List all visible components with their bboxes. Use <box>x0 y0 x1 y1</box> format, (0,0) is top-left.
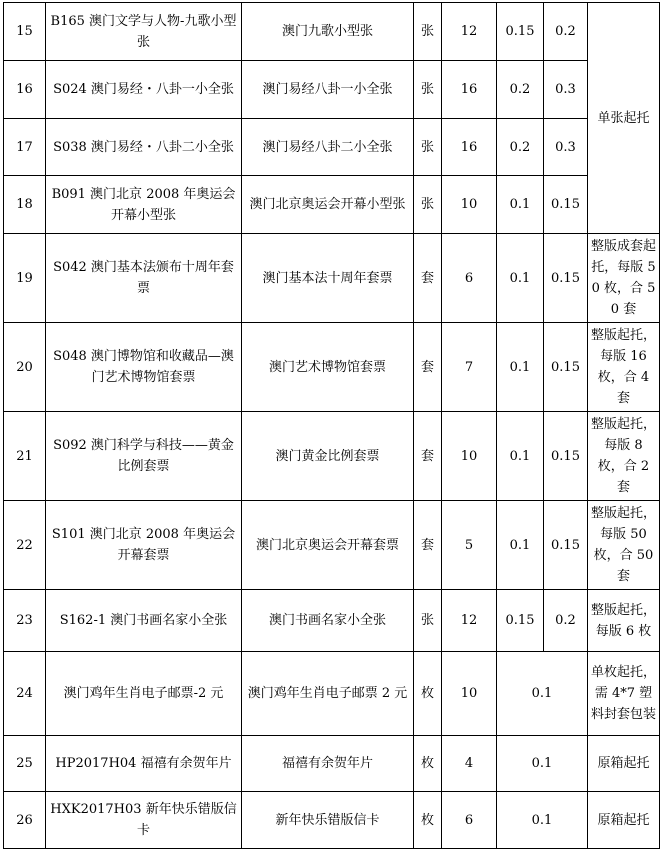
quantity: 10 <box>442 652 497 736</box>
item-full-name: S024 澳门易经・八卦一小全张 <box>46 61 242 119</box>
unit: 张 <box>414 3 442 61</box>
row-number: 16 <box>4 61 46 119</box>
table-row <box>4 3 660 61</box>
price-low: 0.2 <box>497 61 544 119</box>
item-full-name: S162-1 澳门书画名家小全张 <box>46 590 242 652</box>
table-row <box>4 119 660 176</box>
table-row <box>4 792 660 849</box>
price-low: 0.1 <box>497 323 544 412</box>
quantity: 12 <box>442 590 497 652</box>
note: 整版起托，每版 50 枚，合 50 套 <box>588 501 660 590</box>
table-row <box>4 176 660 234</box>
row-number: 22 <box>4 501 46 590</box>
note: 原箱起托 <box>588 736 660 792</box>
item-short-name: 澳门黄金比例套票 <box>242 412 414 501</box>
item-full-name: S101 澳门北京 2008 年奥运会开幕套票 <box>46 501 242 590</box>
price-low: 0.1 <box>497 412 544 501</box>
quantity: 10 <box>442 176 497 234</box>
price-high: 0.2 <box>544 590 588 652</box>
item-short-name: 新年快乐错版信卡 <box>242 792 414 849</box>
item-short-name: 澳门易经八卦二小全张 <box>242 119 414 176</box>
table-row <box>4 412 660 501</box>
unit: 张 <box>414 590 442 652</box>
price-high: 0.15 <box>544 501 588 590</box>
note: 整版成套起托，每版 50 枚，合 50 套 <box>588 234 660 323</box>
item-full-name: B165 澳门文学与人物-九歌小型张 <box>46 3 242 61</box>
table-row <box>4 652 660 736</box>
item-full-name: S038 澳门易经・八卦二小全张 <box>46 119 242 176</box>
unit: 张 <box>414 61 442 119</box>
price-high: 0.15 <box>544 234 588 323</box>
unit: 套 <box>414 412 442 501</box>
price-high: 0.15 <box>544 412 588 501</box>
row-number: 15 <box>4 3 46 61</box>
price: 0.1 <box>497 792 588 849</box>
unit: 套 <box>414 501 442 590</box>
unit: 枚 <box>414 792 442 849</box>
item-full-name: 澳门鸡年生肖电子邮票-2 元 <box>46 652 242 736</box>
table-row <box>4 234 660 323</box>
unit: 张 <box>414 176 442 234</box>
item-full-name: S042 澳门基本法颁布十周年套票 <box>46 234 242 323</box>
row-number: 18 <box>4 176 46 234</box>
item-short-name: 澳门北京奥运会开幕小型张 <box>242 176 414 234</box>
table-row <box>4 590 660 652</box>
item-short-name: 福禧有余贺年片 <box>242 736 414 792</box>
quantity: 16 <box>442 61 497 119</box>
quantity: 12 <box>442 3 497 61</box>
price-low: 0.2 <box>497 119 544 176</box>
quantity: 16 <box>442 119 497 176</box>
unit: 套 <box>414 323 442 412</box>
note: 整版起托，每版 8 枚，合 2 套 <box>588 412 660 501</box>
item-full-name: HP2017H04 福禧有余贺年片 <box>46 736 242 792</box>
table-row <box>4 736 660 792</box>
price-high: 0.2 <box>544 3 588 61</box>
row-number: 24 <box>4 652 46 736</box>
item-short-name: 澳门鸡年生肖电子邮票 2 元 <box>242 652 414 736</box>
row-number: 17 <box>4 119 46 176</box>
unit: 枚 <box>414 652 442 736</box>
row-number: 19 <box>4 234 46 323</box>
price-low: 0.15 <box>497 3 544 61</box>
item-short-name: 澳门北京奥运会开幕套票 <box>242 501 414 590</box>
stamp-price-table <box>3 2 660 849</box>
quantity: 7 <box>442 323 497 412</box>
price: 0.1 <box>497 652 588 736</box>
quantity: 6 <box>442 792 497 849</box>
quantity: 4 <box>442 736 497 792</box>
table-row <box>4 501 660 590</box>
price-high: 0.3 <box>544 61 588 119</box>
quantity: 10 <box>442 412 497 501</box>
note: 单枚起托，需 4*7 塑料封套包装 <box>588 652 660 736</box>
item-short-name: 澳门书画名家小全张 <box>242 590 414 652</box>
price-low: 0.1 <box>497 234 544 323</box>
price-low: 0.1 <box>497 501 544 590</box>
row-number: 25 <box>4 736 46 792</box>
item-short-name: 澳门基本法十周年套票 <box>242 234 414 323</box>
quantity: 6 <box>442 234 497 323</box>
unit: 张 <box>414 119 442 176</box>
row-number: 20 <box>4 323 46 412</box>
price-high: 0.15 <box>544 176 588 234</box>
note: 整版起托，每版 16 枚，合 4 套 <box>588 323 660 412</box>
price-low: 0.1 <box>497 176 544 234</box>
price-low: 0.15 <box>497 590 544 652</box>
price: 0.1 <box>497 736 588 792</box>
table-row <box>4 61 660 119</box>
item-full-name: B091 澳门北京 2008 年奥运会开幕小型张 <box>46 176 242 234</box>
row-number: 23 <box>4 590 46 652</box>
note: 原箱起托 <box>588 792 660 849</box>
unit: 套 <box>414 234 442 323</box>
quantity: 5 <box>442 501 497 590</box>
item-full-name: HXK2017H03 新年快乐错版信卡 <box>46 792 242 849</box>
item-short-name: 澳门艺术博物馆套票 <box>242 323 414 412</box>
item-full-name: S092 澳门科学与科技——黄金比例套票 <box>46 412 242 501</box>
unit: 枚 <box>414 736 442 792</box>
row-number: 26 <box>4 792 46 849</box>
item-full-name: S048 澳门博物馆和收藏品—澳门艺术博物馆套票 <box>46 323 242 412</box>
note: 整版起托，每版 6 枚 <box>588 590 660 652</box>
merged-note: 单张起托 <box>588 3 660 234</box>
table-row <box>4 323 660 412</box>
price-high: 0.15 <box>544 323 588 412</box>
price-high: 0.3 <box>544 119 588 176</box>
row-number: 21 <box>4 412 46 501</box>
item-short-name: 澳门九歌小型张 <box>242 3 414 61</box>
item-short-name: 澳门易经八卦一小全张 <box>242 61 414 119</box>
